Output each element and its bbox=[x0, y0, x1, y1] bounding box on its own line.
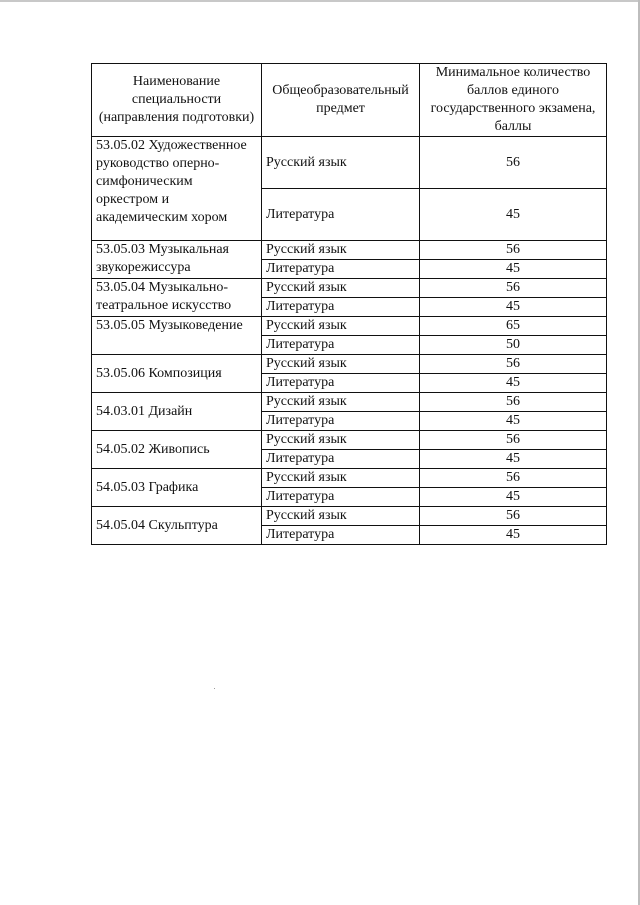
score-cell: 56 bbox=[420, 469, 607, 488]
header-min-score: Минимальное количество баллов единого государственного экзамена, баллы bbox=[420, 64, 607, 137]
score-cell: 56 bbox=[420, 279, 607, 298]
score-cell: 45 bbox=[420, 298, 607, 317]
subject-cell: Литература bbox=[262, 374, 420, 393]
score-cell: 45 bbox=[420, 488, 607, 507]
exam-scores-table bbox=[91, 63, 607, 545]
specialty-cell: 54.05.04 Скульптура bbox=[92, 507, 262, 545]
subject-cell: Литература bbox=[262, 488, 420, 507]
specialty-cell: 53.05.05 Музыковедение bbox=[92, 317, 262, 355]
subject-cell: Литература bbox=[262, 298, 420, 317]
score-cell: 56 bbox=[420, 393, 607, 412]
specialty-cell: 53.05.04 Музыкально-театральное искусство bbox=[92, 279, 262, 317]
score-cell: 45 bbox=[420, 450, 607, 469]
table-row bbox=[92, 393, 607, 412]
table-row bbox=[92, 507, 607, 526]
subject-cell: Русский язык bbox=[262, 431, 420, 450]
table-row bbox=[92, 241, 607, 260]
specialty-cell: 53.05.03 Музыкальная звукорежиссура bbox=[92, 241, 262, 279]
specialty-cell: 53.05.02 Художественное руководство оперно-симфоническим оркестром и академическим хором bbox=[92, 137, 262, 241]
subject-cell: Русский язык bbox=[262, 355, 420, 374]
specialty-cell: 54.03.01 Дизайн bbox=[92, 393, 262, 431]
scan-artifact bbox=[214, 688, 215, 689]
specialty-cell: 54.05.02 Живопись bbox=[92, 431, 262, 469]
score-cell: 56 bbox=[420, 431, 607, 450]
table-row bbox=[92, 469, 607, 488]
table-row bbox=[92, 279, 607, 298]
table-row bbox=[92, 355, 607, 374]
subject-cell: Литература bbox=[262, 450, 420, 469]
table-row bbox=[92, 137, 607, 189]
score-cell: 50 bbox=[420, 336, 607, 355]
table-row bbox=[92, 317, 607, 336]
subject-cell: Русский язык bbox=[262, 317, 420, 336]
subject-cell: Русский язык bbox=[262, 137, 420, 189]
score-cell: 56 bbox=[420, 507, 607, 526]
subject-cell: Литература bbox=[262, 412, 420, 431]
page-edge-top bbox=[0, 0, 640, 2]
subject-cell: Литература bbox=[262, 526, 420, 545]
score-cell: 45 bbox=[420, 189, 607, 241]
subject-cell: Литература bbox=[262, 260, 420, 279]
specialty-cell: 53.05.06 Композиция bbox=[92, 355, 262, 393]
subject-cell: Русский язык bbox=[262, 507, 420, 526]
subject-cell: Литература bbox=[262, 336, 420, 355]
subject-cell: Русский язык bbox=[262, 241, 420, 260]
table-row bbox=[92, 431, 607, 450]
table-header-row bbox=[92, 64, 607, 137]
subject-cell: Русский язык bbox=[262, 393, 420, 412]
subject-cell: Русский язык bbox=[262, 469, 420, 488]
score-cell: 45 bbox=[420, 412, 607, 431]
score-cell: 56 bbox=[420, 355, 607, 374]
score-cell: 56 bbox=[420, 137, 607, 189]
header-subject: Общеобразовательный предмет bbox=[262, 64, 420, 137]
score-cell: 56 bbox=[420, 241, 607, 260]
header-specialty: Наименование специальности (направления подготовки) bbox=[92, 64, 262, 137]
score-cell: 45 bbox=[420, 374, 607, 393]
subject-cell: Литература bbox=[262, 189, 420, 241]
subject-cell: Русский язык bbox=[262, 279, 420, 298]
score-cell: 65 bbox=[420, 317, 607, 336]
specialty-cell: 54.05.03 Графика bbox=[92, 469, 262, 507]
score-cell: 45 bbox=[420, 526, 607, 545]
score-cell: 45 bbox=[420, 260, 607, 279]
